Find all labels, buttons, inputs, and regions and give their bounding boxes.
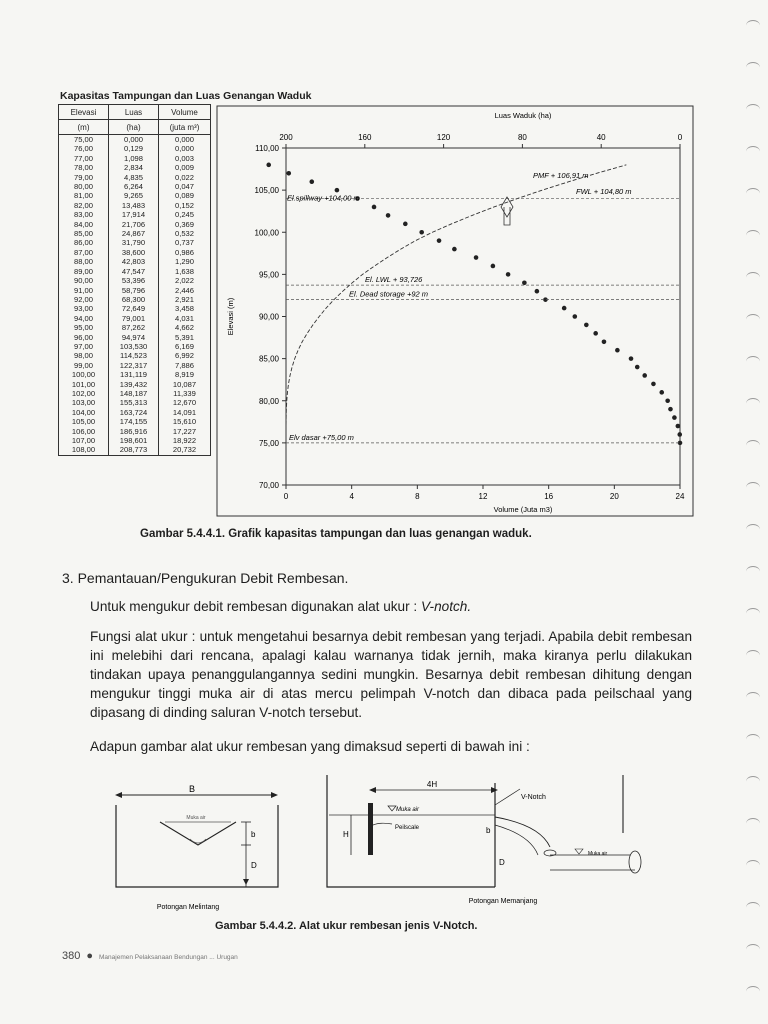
cell-luas: 58,796	[109, 286, 159, 295]
area-point	[372, 205, 377, 210]
table-row	[59, 238, 211, 247]
table-row	[59, 267, 211, 276]
cell-luas: 68,300	[109, 295, 159, 304]
cell-elevasi: 93,00	[59, 304, 109, 313]
paragraph-1-emphasis: V-notch.	[420, 599, 472, 614]
vnotch-svg	[110, 775, 680, 915]
edge-mark	[746, 482, 760, 493]
x-axis-title: Volume (Juta m3)	[493, 505, 553, 514]
area-point	[474, 255, 479, 260]
edge-mark	[746, 902, 760, 913]
edge-mark	[746, 104, 760, 115]
table-row	[59, 333, 211, 342]
cell-volume: 0,089	[159, 191, 211, 200]
cell-luas: 0,129	[109, 144, 159, 153]
paragraph-3: Adapun gambar alat ukur rembesan yang dimaksud seperti di bawah ini :	[90, 739, 530, 754]
peilscale-staff	[368, 803, 373, 855]
cell-elevasi: 85,00	[59, 229, 109, 238]
label-water-level-pipe: Muka air	[588, 851, 608, 857]
unit-volume: (juta m³)	[159, 120, 211, 135]
cell-elevasi: 91,00	[59, 286, 109, 295]
cell-volume: 0,000	[159, 135, 211, 145]
area-point	[437, 238, 442, 243]
cell-elevasi: 84,00	[59, 220, 109, 229]
area-point	[535, 289, 540, 294]
area-point	[629, 356, 634, 361]
cell-luas: 94,974	[109, 333, 159, 342]
cell-luas: 186,916	[109, 427, 159, 436]
cell-elevasi: 87,00	[59, 248, 109, 257]
label-H: H	[343, 830, 349, 839]
cell-luas: 155,313	[109, 398, 159, 407]
cell-volume: 0,009	[159, 163, 211, 172]
cell-luas: 103,530	[109, 342, 159, 351]
table-row	[59, 436, 211, 445]
area-point	[573, 314, 578, 319]
area-point	[635, 365, 640, 370]
label-D-right: D	[499, 858, 505, 867]
top-tick-label: 40	[596, 133, 606, 142]
label-water-level-left: Muka air	[186, 815, 206, 821]
edge-mark	[746, 734, 760, 745]
annotation-label: FWL + 104,80 m	[576, 186, 632, 196]
cell-volume: 8,919	[159, 370, 211, 379]
cell-luas: 53,396	[109, 276, 159, 285]
cell-elevasi: 92,00	[59, 295, 109, 304]
cell-luas: 139,432	[109, 380, 159, 389]
section-heading: 3. Pemantauan/Pengukuran Debit Rembesan.	[62, 570, 349, 586]
y-tick-label: 110,00	[255, 144, 279, 153]
cell-elevasi: 97,00	[59, 342, 109, 351]
cell-volume: 1,638	[159, 267, 211, 276]
area-point	[676, 424, 681, 429]
cell-volume: 0,245	[159, 210, 211, 219]
header-elevasi: Elevasi	[59, 105, 109, 120]
label-b-right: b	[486, 826, 491, 835]
area-point	[593, 331, 598, 336]
cell-volume: 1,290	[159, 257, 211, 266]
cell-volume: 11,339	[159, 389, 211, 398]
cell-elevasi: 81,00	[59, 191, 109, 200]
cell-elevasi: 106,00	[59, 427, 109, 436]
edge-mark	[746, 776, 760, 787]
edge-mark	[746, 524, 760, 535]
area-point	[491, 264, 496, 269]
cell-luas: 0,000	[109, 135, 159, 145]
label-vnotch: V-Notch	[521, 794, 546, 801]
edge-mark	[746, 986, 760, 997]
cell-elevasi: 96,00	[59, 333, 109, 342]
edge-mark	[746, 62, 760, 73]
cell-volume: 0,000	[159, 144, 211, 153]
cell-luas: 13,483	[109, 201, 159, 210]
annotation-label: PMF + 106,91 m	[533, 171, 589, 181]
cell-volume: 20,732	[159, 445, 211, 455]
table-row	[59, 201, 211, 210]
x-tick-label: 20	[609, 492, 619, 501]
cell-luas: 24,867	[109, 229, 159, 238]
table-row	[59, 191, 211, 200]
cell-luas: 4,835	[109, 173, 159, 182]
label-water-level-right: Muka air	[396, 807, 420, 813]
cell-volume: 0,532	[159, 229, 211, 238]
table-row	[59, 276, 211, 285]
cell-volume: 7,886	[159, 361, 211, 370]
area-point	[651, 382, 656, 387]
cell-elevasi: 88,00	[59, 257, 109, 266]
cell-luas: 31,790	[109, 238, 159, 247]
cell-elevasi: 77,00	[59, 154, 109, 163]
table-row	[59, 210, 211, 219]
page-footer	[62, 950, 238, 962]
cell-elevasi: 76,00	[59, 144, 109, 153]
cell-luas: 9,265	[109, 191, 159, 200]
cell-volume: 5,391	[159, 333, 211, 342]
cell-elevasi: 102,00	[59, 389, 109, 398]
cell-volume: 6,169	[159, 342, 211, 351]
label-B: B	[188, 784, 196, 794]
table-body	[59, 135, 211, 456]
cell-volume: 0,022	[159, 173, 211, 182]
edge-mark	[746, 692, 760, 703]
edge-mark	[746, 314, 760, 325]
capacity-chart	[215, 104, 695, 522]
cell-volume: 0,152	[159, 201, 211, 210]
top-axis-title: Luas Waduk (ha)	[494, 111, 552, 120]
cell-luas: 131,119	[109, 370, 159, 379]
edge-mark	[746, 440, 760, 451]
table-row	[59, 380, 211, 389]
cross-section	[115, 784, 278, 911]
edge-mark	[746, 272, 760, 283]
table-row	[59, 370, 211, 379]
table-row	[59, 417, 211, 426]
cell-luas: 2,834	[109, 163, 159, 172]
y-tick-label: 105,00	[254, 186, 279, 196]
cell-volume: 3,458	[159, 304, 211, 313]
figure-caption-1: Gambar 5.4.4.1. Grafik kapasitas tampungan dan luas genangan waduk.	[140, 528, 532, 540]
label-potongan-memanjang: Potongan Memanjang	[468, 898, 538, 905]
cell-volume: 18,922	[159, 436, 211, 445]
cell-luas: 1,098	[109, 154, 159, 163]
edge-mark	[746, 398, 760, 409]
cell-volume: 17,227	[159, 427, 211, 436]
annotation-label: Elv dasar +75,00 m	[289, 432, 354, 442]
y-axis-title: Elevasi (m)	[226, 297, 235, 336]
label-4H: 4H	[426, 780, 438, 789]
area-point	[506, 272, 511, 277]
cell-elevasi: 80,00	[59, 182, 109, 191]
cell-elevasi: 95,00	[59, 323, 109, 332]
cell-volume: 10,087	[159, 380, 211, 389]
cell-luas: 163,724	[109, 408, 159, 417]
area-point	[668, 407, 673, 412]
cell-volume: 0,986	[159, 248, 211, 257]
y-tick-label: 90,00	[258, 312, 279, 322]
paragraph-1-text: Untuk mengukur debit rembesan digunakan alat ukur :	[90, 599, 421, 614]
cell-luas: 6,264	[109, 182, 159, 191]
cell-luas: 87,262	[109, 323, 159, 332]
table-row	[59, 408, 211, 417]
table-row	[59, 427, 211, 436]
label-peilscale: Peilscale	[395, 825, 420, 831]
cell-elevasi: 82,00	[59, 201, 109, 210]
area-point	[403, 222, 408, 227]
cell-volume: 15,610	[159, 417, 211, 426]
y-tick-label: 70,00	[258, 481, 279, 490]
cell-luas: 47,547	[109, 267, 159, 276]
cell-volume: 0,047	[159, 182, 211, 191]
table-row	[59, 182, 211, 191]
x-tick-label: 4	[349, 492, 354, 501]
annotation-label: El. Dead storage +92 m	[349, 289, 429, 299]
table-row	[59, 220, 211, 229]
paragraph-1	[90, 597, 692, 616]
cell-volume: 4,662	[159, 323, 211, 332]
table-row	[59, 135, 211, 145]
cell-elevasi: 94,00	[59, 314, 109, 323]
cell-volume: 0,003	[159, 154, 211, 163]
area-point	[286, 171, 291, 176]
cell-luas: 21,706	[109, 220, 159, 229]
cell-volume: 2,446	[159, 286, 211, 295]
table-row	[59, 323, 211, 332]
area-point	[615, 348, 620, 353]
cell-elevasi: 89,00	[59, 267, 109, 276]
table-row	[59, 173, 211, 182]
edge-mark	[746, 566, 760, 577]
cell-luas: 79,001	[109, 314, 159, 323]
area-point	[452, 247, 457, 252]
cell-luas: 72,649	[109, 304, 159, 313]
y-tick-label: 80,00	[258, 396, 279, 406]
top-tick-label: 0	[677, 133, 683, 142]
table-row	[59, 361, 211, 370]
area-point	[677, 432, 682, 437]
table-row	[59, 257, 211, 266]
cell-luas: 114,523	[109, 351, 159, 360]
x-tick-label: 12	[478, 492, 488, 501]
cell-elevasi: 104,00	[59, 408, 109, 417]
cell-luas: 148,187	[109, 389, 159, 398]
area-point	[642, 373, 647, 378]
cell-luas: 17,914	[109, 210, 159, 219]
table-row	[59, 314, 211, 323]
area-point	[335, 188, 340, 193]
table-row	[59, 351, 211, 360]
cell-elevasi: 105,00	[59, 417, 109, 426]
label-b-left: b	[251, 830, 256, 839]
table-row	[59, 445, 211, 455]
cell-elevasi: 90,00	[59, 276, 109, 285]
longitudinal-section	[327, 775, 641, 905]
header-volume: Volume	[159, 105, 211, 120]
edge-mark	[746, 356, 760, 367]
cell-volume: 14,091	[159, 408, 211, 417]
cell-volume: 6,992	[159, 351, 211, 360]
area-point	[266, 163, 271, 168]
annotation-label: El.spillway +104,00 m	[287, 193, 360, 203]
table-row	[59, 229, 211, 238]
cell-volume: 0,369	[159, 220, 211, 229]
table-row	[59, 342, 211, 351]
unit-luas: (ha)	[109, 120, 159, 135]
cell-luas: 174,155	[109, 417, 159, 426]
volume-curve	[286, 165, 626, 443]
x-tick-label: 8	[415, 492, 420, 501]
cell-volume: 2,921	[159, 295, 211, 304]
edge-mark	[746, 20, 760, 31]
edge-mark	[746, 230, 760, 241]
top-tick-label: 160	[358, 133, 372, 142]
header-luas: Luas	[109, 105, 159, 120]
table-row	[59, 286, 211, 295]
area-point	[386, 213, 391, 218]
y-tick-label: 75,00	[258, 438, 279, 448]
bullet-icon: ●	[86, 950, 94, 962]
capacity-table	[58, 104, 211, 456]
cell-luas: 38,600	[109, 248, 159, 257]
cell-elevasi: 101,00	[59, 380, 109, 389]
edge-mark	[746, 818, 760, 829]
unit-elevasi: (m)	[59, 120, 109, 135]
cell-volume: 12,670	[159, 398, 211, 407]
figure-caption-2: Gambar 5.4.4.2. Alat ukur rembesan jenis V-Notch.	[215, 920, 478, 932]
cell-elevasi: 107,00	[59, 436, 109, 445]
area-point	[309, 179, 314, 184]
top-tick-label: 120	[436, 133, 451, 142]
cell-elevasi: 98,00	[59, 351, 109, 360]
annotation-label: El. LWL + 93,726	[365, 275, 423, 285]
table-row	[59, 295, 211, 304]
edge-mark	[746, 188, 760, 199]
cell-elevasi: 103,00	[59, 398, 109, 407]
cell-luas: 198,601	[109, 436, 159, 445]
page-number: 380	[62, 950, 81, 962]
area-point	[665, 398, 670, 403]
label-D-left: D	[251, 861, 257, 870]
area-point	[419, 230, 424, 235]
cell-volume: 2,022	[159, 276, 211, 285]
edge-mark	[746, 608, 760, 619]
top-tick-label: 80	[517, 133, 527, 142]
cell-elevasi: 78,00	[59, 163, 109, 172]
cell-luas: 208,773	[109, 445, 159, 455]
area-point	[672, 415, 677, 420]
cell-volume: 4,031	[159, 314, 211, 323]
y-tick-label: 100,00	[254, 228, 279, 238]
area-point	[584, 323, 589, 328]
area-point	[522, 281, 527, 286]
table-row	[59, 398, 211, 407]
table-row	[59, 248, 211, 257]
x-tick-label: 0	[283, 492, 289, 501]
table-row	[59, 154, 211, 163]
area-point	[562, 306, 567, 311]
y-tick-label: 95,00	[258, 270, 279, 280]
table-title: Kapasitas Tampungan dan Luas Genangan Waduk	[60, 90, 312, 102]
cell-elevasi: 99,00	[59, 361, 109, 370]
vnotch-diagram	[110, 775, 680, 915]
cell-elevasi: 86,00	[59, 238, 109, 247]
y-tick-label: 85,00	[258, 354, 279, 364]
cell-elevasi: 79,00	[59, 173, 109, 182]
x-tick-label: 16	[544, 492, 554, 501]
cell-luas: 42,803	[109, 257, 159, 266]
table-row	[59, 304, 211, 313]
cell-volume: 0,737	[159, 238, 211, 247]
cell-elevasi: 83,00	[59, 210, 109, 219]
x-tick-label: 24	[675, 492, 685, 501]
paragraph-2: Fungsi alat ukur : untuk mengetahui besarnya debit rembesan yang terjadi. Apabila debit rembesan ini melebihi dari rencana, apalagi kalau warnanya tidak jernih, maka kiranya perlu dilakukan tindakan upaya penanggulangannya sedini mungkin. Besarnya debit rembesan dihitung dengan mengukur tinggi muka air di atas mercu pelimpah V-notch dan dibaca pada peilschaal yang dipasang di dinding saluran V-notch tersebut.	[90, 629, 692, 720]
top-tick-label: 200	[279, 133, 293, 142]
chart-border	[217, 106, 693, 516]
cell-elevasi: 100,00	[59, 370, 109, 379]
edge-mark	[746, 944, 760, 955]
footer-text: Manajemen Pelaksanaan Bendungan ... Urugan	[99, 954, 238, 961]
cell-elevasi: 75,00	[59, 135, 109, 145]
page-edge-marks	[728, 0, 768, 1024]
area-point	[659, 390, 664, 395]
edge-mark	[746, 860, 760, 871]
table-row	[59, 144, 211, 153]
cell-elevasi: 108,00	[59, 445, 109, 455]
chart-svg	[215, 104, 695, 522]
table-row	[59, 163, 211, 172]
edge-mark	[746, 146, 760, 157]
cell-luas: 122,317	[109, 361, 159, 370]
edge-mark	[746, 650, 760, 661]
table-row	[59, 389, 211, 398]
label-potongan-melintang: Potongan Melintang	[156, 904, 220, 911]
area-point	[602, 339, 607, 344]
